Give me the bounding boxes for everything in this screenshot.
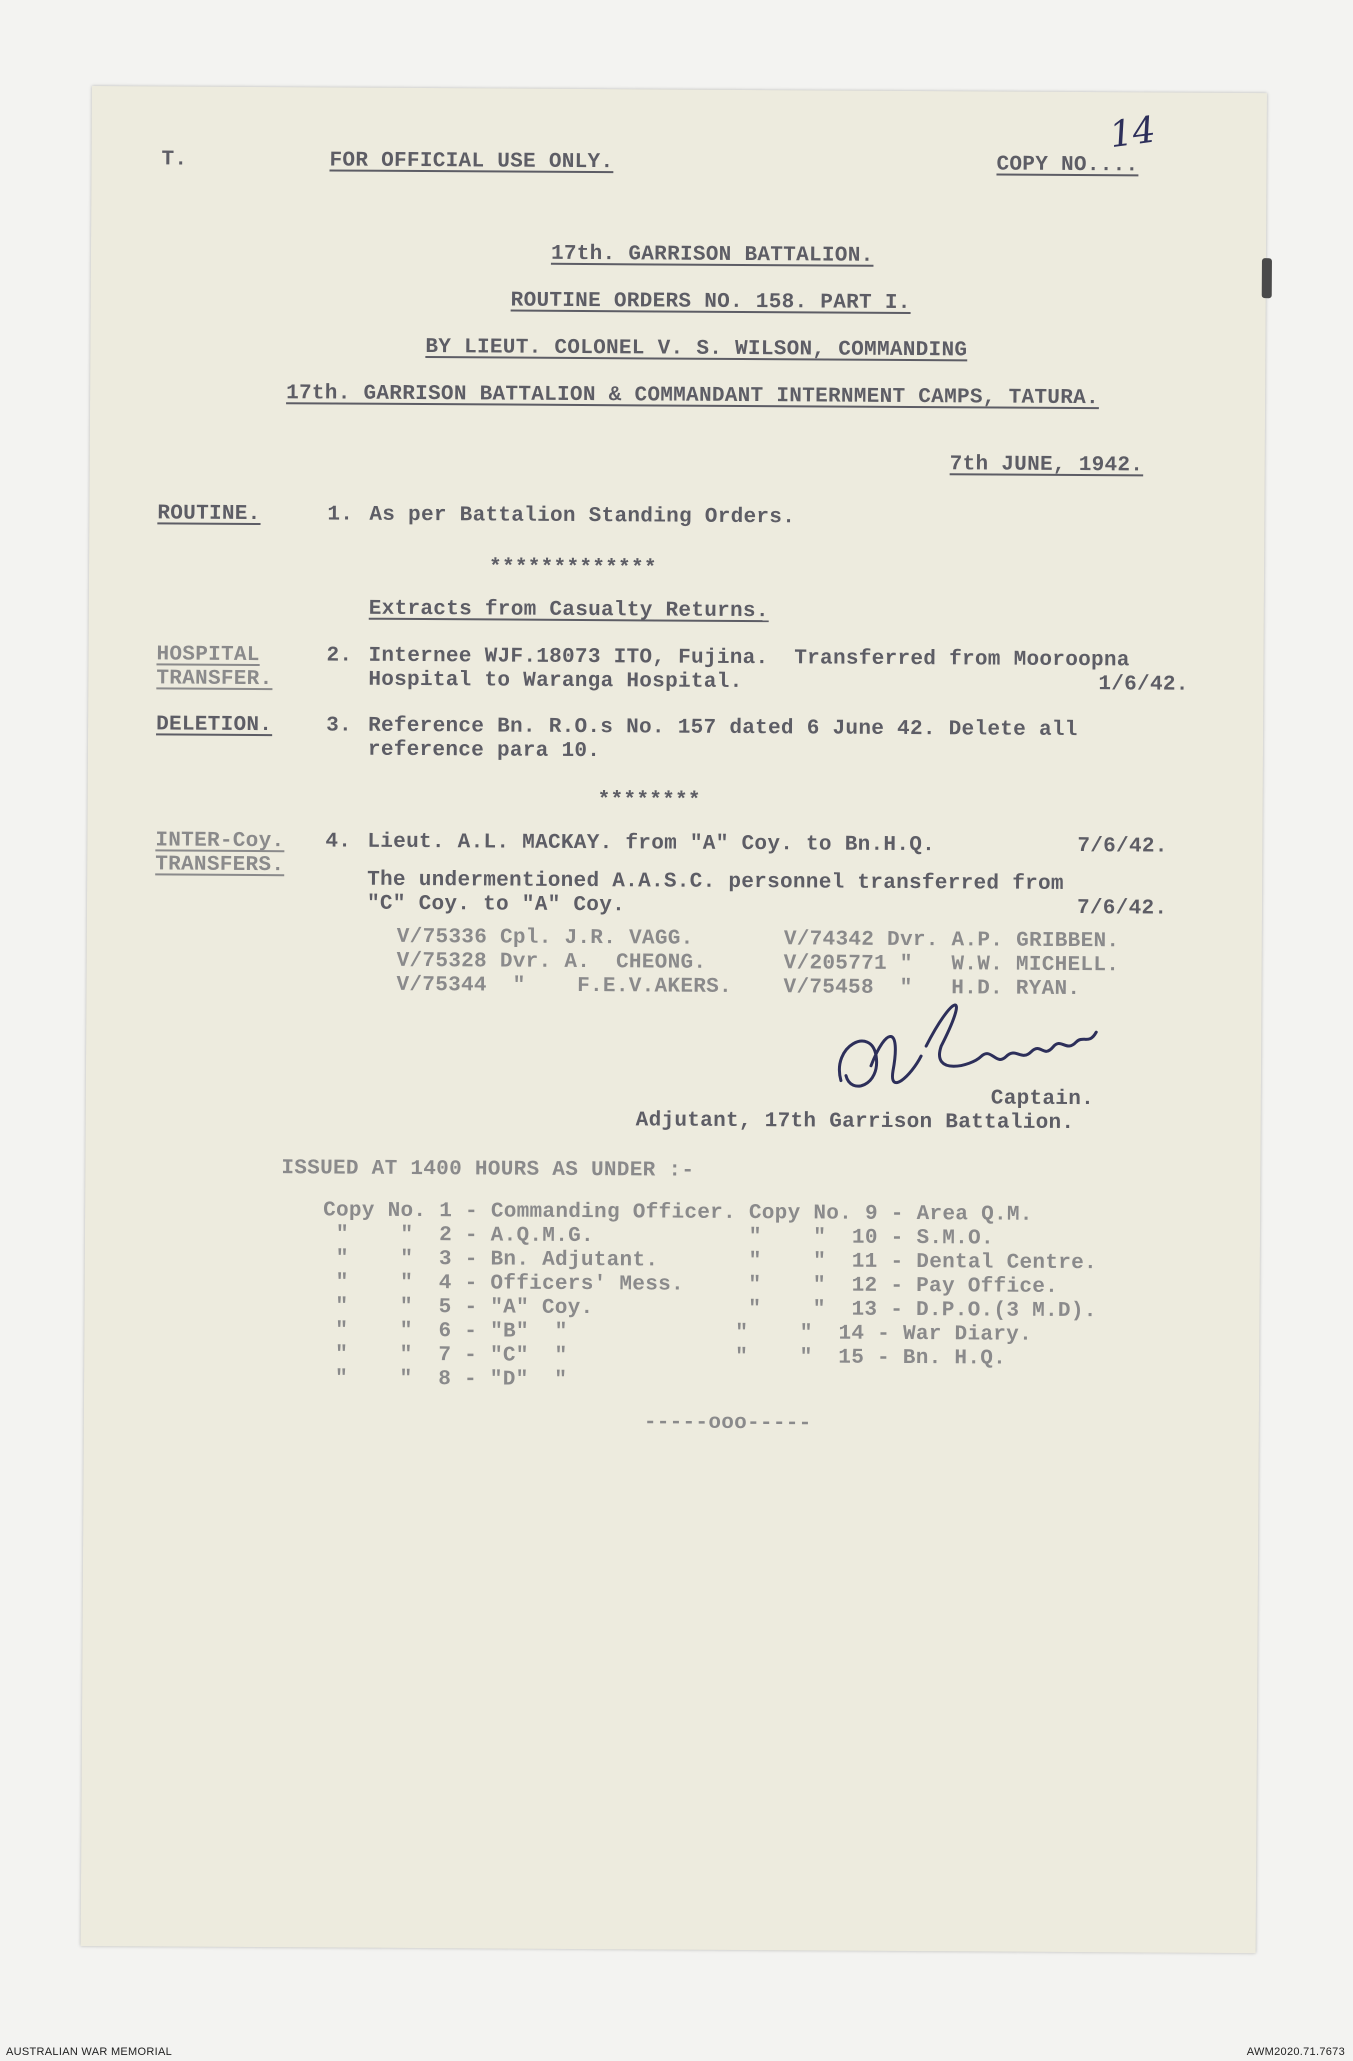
- deletion-line-1: Reference Bn. R.O.s No. 157 dated 6 June 42. Delete all: [368, 714, 1078, 743]
- end-mark: -----ooo-----: [643, 1411, 812, 1436]
- deletion-line-2: reference para 10.: [367, 738, 601, 764]
- unit-title: 17th. GARRISON BATTALION.: [550, 242, 874, 268]
- distribution-row: Copy No. 1 - Commanding Officer. Copy No. 9 - Area Q.M.: [323, 1199, 1033, 1227]
- intercoy-line-2: The undermentioned A.A.S.C. personnel transferred from: [367, 868, 1064, 896]
- intercoy-date-1: 7/6/42.: [1077, 835, 1168, 859]
- extracts-heading: Extracts from Casualty Returns.: [368, 597, 769, 624]
- hospital-label: HOSPITAL: [156, 643, 260, 668]
- intercoy-line-3: "C" Coy. to "A" Coy.: [366, 892, 626, 918]
- intercoy-label-2: TRANSFERS.: [155, 853, 285, 878]
- routine-label: ROUTINE.: [157, 502, 261, 527]
- intercoy-num: 4.: [325, 830, 352, 854]
- classification: FOR OFFICIAL USE ONLY.: [329, 149, 614, 175]
- deletion-num: 3.: [326, 714, 352, 738]
- personnel-row: V/75328 Dvr. A. CHEONG. V/205771 " W.W. MICHELL.: [396, 949, 1120, 978]
- distribution-row: " " 6 - "B" " " " 14 - War Diary.: [322, 1319, 1033, 1347]
- hospital-num: 2.: [326, 644, 353, 668]
- copy-number-handwritten: 14: [1107, 109, 1159, 157]
- distribution-row: " " 7 - "C" " " " 15 - Bn. H.Q.: [322, 1343, 1007, 1371]
- hospital-date: 1/6/42.: [1098, 673, 1189, 697]
- hospital-line-1: Internee WJF.18073 ITO, Fujina. Transferred from Mooroopna: [368, 644, 1130, 673]
- personnel-row: V/75336 Cpl. J.R. VAGG. V/74342 Dvr. A.P. GRIBBEN.: [396, 925, 1120, 954]
- header-mark: T.: [161, 148, 188, 172]
- document-page: [81, 86, 1267, 1953]
- footer-accession: AWM2020.71.7673: [1246, 2046, 1345, 2058]
- intercoy-date-2: 7/6/42.: [1076, 897, 1168, 921]
- by-line: BY LIEUT. COLONEL V. S. WILSON, COMMANDING: [425, 336, 968, 363]
- separator-stars: *************: [488, 556, 657, 581]
- routine-text: As per Battalion Standing Orders.: [369, 503, 796, 530]
- hospital-label-2: TRANSFER.: [156, 667, 273, 692]
- distribution-row: " " 4 - Officers' Mess. " " 12 - Pay Office.: [322, 1271, 1059, 1299]
- separator-stars-2: ********: [597, 789, 701, 813]
- distribution-row: " " 8 - "D" ": [322, 1367, 568, 1392]
- orders-title: ROUTINE ORDERS NO. 158. PART I.: [510, 289, 911, 316]
- command-line: 17th. GARRISON BATTALION & COMMANDANT INTERNMENT CAMPS, TATURA.: [286, 382, 1100, 411]
- signatory-role: Adjutant, 17th Garrison Battalion.: [635, 1109, 1075, 1136]
- intercoy-label: INTER-Coy.: [155, 829, 285, 854]
- personnel-row: V/75344 " F.E.V.AKERS. V/75458 " H.D. RYAN.: [396, 973, 1081, 1002]
- distribution-row: " " 3 - Bn. Adjutant. " " 11 - Dental Centre.: [322, 1247, 1098, 1276]
- distribution-row: " " 2 - A.Q.M.G. " " 10 - S.M.O.: [322, 1223, 994, 1251]
- footer-source: AUSTRALIAN WAR MEMORIAL: [6, 2046, 173, 2058]
- signatory-rank: Captain.: [990, 1087, 1095, 1112]
- distribution-row: " " 5 - "A" Coy. " " 13 - D.P.O.(3 M.D).: [322, 1295, 1097, 1324]
- hospital-line-2: Hospital to Waranga Hospital.: [368, 668, 743, 694]
- order-date: 7th JUNE, 1942.: [949, 453, 1144, 478]
- copy-label: COPY NO....: [996, 153, 1139, 178]
- deletion-label: DELETION.: [156, 713, 273, 738]
- routine-num: 1.: [327, 503, 354, 527]
- intercoy-line-1: Lieut. A.L. MACKAY. from "A" Coy. to Bn.H.Q.: [367, 830, 936, 858]
- issued-heading: ISSUED AT 1400 HOURS AS UNDER :-: [281, 1157, 695, 1183]
